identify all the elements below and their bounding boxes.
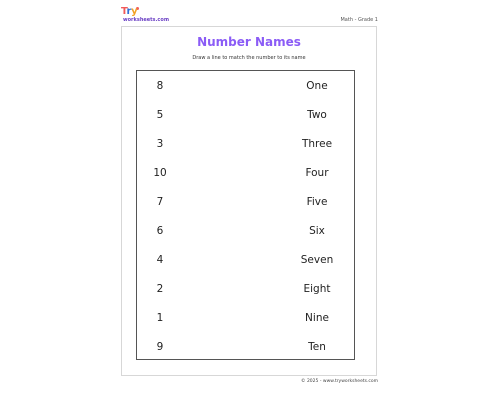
match-number[interactable]: 5 (156, 109, 164, 121)
match-number[interactable]: 8 (156, 80, 164, 92)
match-row (137, 166, 354, 180)
match-name[interactable]: One (306, 80, 328, 92)
match-name[interactable]: Three (301, 138, 333, 150)
matching-box (136, 70, 355, 360)
match-number[interactable]: 9 (156, 341, 164, 353)
match-name[interactable]: Eight (303, 283, 331, 295)
match-name[interactable]: Two (307, 109, 327, 121)
match-row (137, 108, 354, 122)
match-number[interactable]: 2 (156, 283, 164, 295)
brand-logo[interactable] (121, 7, 181, 25)
worksheet-instruction: Draw a line to match the number to its name (192, 55, 306, 61)
match-row (137, 340, 354, 354)
match-number[interactable]: 6 (156, 225, 164, 237)
match-row (137, 282, 354, 296)
match-number[interactable]: 7 (156, 196, 164, 208)
match-number[interactable]: 10 (153, 167, 167, 179)
match-number[interactable]: 4 (156, 254, 164, 266)
logo-wordmark (121, 7, 137, 17)
grade-label: Math - Grade 1 (340, 17, 378, 23)
match-row (137, 253, 354, 267)
worksheet-title: Number Names (197, 35, 301, 49)
logo-letter-1: T (121, 6, 127, 17)
match-name[interactable]: Nine (305, 312, 329, 324)
match-row (137, 311, 354, 325)
match-name[interactable]: Five (306, 196, 328, 208)
copyright-footer: © 2025 - www.tryworksheets.com (301, 379, 378, 384)
match-name[interactable]: Four (305, 167, 329, 179)
match-row (137, 224, 354, 238)
logo-subtitle: worksheets.com (123, 17, 170, 23)
match-row (137, 79, 354, 93)
match-number[interactable]: 3 (156, 138, 164, 150)
logo-letter-2: r (126, 6, 132, 17)
match-name[interactable]: Ten (308, 341, 326, 353)
match-row (137, 137, 354, 151)
match-name[interactable]: Six (309, 225, 325, 237)
match-row (137, 195, 354, 209)
match-number[interactable]: 1 (156, 312, 164, 324)
logo-letter-3: y (131, 6, 138, 17)
match-name[interactable]: Seven (300, 254, 334, 266)
